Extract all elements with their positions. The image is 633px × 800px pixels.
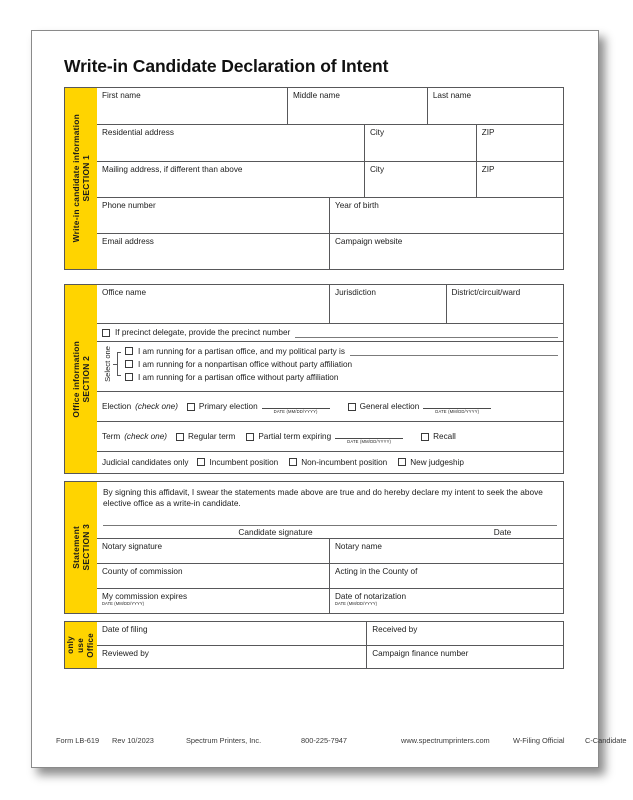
district-circuit-ward-field[interactable] <box>447 285 564 323</box>
term-hint: (check one) <box>124 432 167 441</box>
option-nonpartisan-no-party[interactable] <box>125 360 558 369</box>
office-name-field[interactable] <box>97 285 330 323</box>
residential-city-label: City <box>369 127 385 137</box>
notary-name-field[interactable] <box>330 539 563 563</box>
footer-phone: 800-225-7947 <box>301 736 348 745</box>
general-election-date[interactable] <box>423 399 491 415</box>
acting-in-county-label: Acting in the County of <box>335 566 418 576</box>
email-address-label: Email address <box>102 237 154 247</box>
general-election-date-caption: DATE (MM/DD/YYYY) <box>435 409 480 415</box>
precinct-number-input[interactable] <box>295 328 558 338</box>
county-of-commission-label: County of commission <box>102 566 183 576</box>
primary-election-date-caption: DATE (MM/DD/YYYY) <box>273 409 318 415</box>
form-page <box>31 30 627 768</box>
non-incumbent-position-checkbox[interactable] <box>289 458 297 466</box>
jurisdiction-label: Jurisdiction <box>335 288 376 297</box>
candidate-signature-line[interactable] <box>103 523 448 526</box>
term-row <box>97 422 563 452</box>
signature-date-caption: Date <box>493 526 512 537</box>
section-3-tab <box>65 482 97 613</box>
election-label: Election <box>102 402 132 411</box>
mailing-address-row <box>97 162 563 199</box>
campaign-finance-number-field[interactable] <box>367 646 563 669</box>
general-election-checkbox[interactable] <box>348 403 356 411</box>
office-use-only-body <box>97 622 563 668</box>
mailing-address-field[interactable] <box>97 162 365 198</box>
select-one-cell <box>97 342 563 391</box>
date-of-filing-field[interactable] <box>97 622 367 645</box>
date-of-notarization-label: Date of notarization <box>335 591 407 601</box>
mailing-zip-label: ZIP <box>481 164 495 174</box>
section-2-tab <box>65 285 97 473</box>
campaign-finance-number-label: Campaign finance number <box>372 648 469 658</box>
partisan-with-party-checkbox[interactable] <box>125 347 133 355</box>
mailing-city-label: City <box>369 164 385 174</box>
review-row <box>97 646 563 669</box>
notary-signature-field[interactable] <box>97 539 330 563</box>
footer-code-w: W-Filing Official <box>513 736 565 745</box>
candidate-signature-caption: Candidate signature <box>238 526 313 537</box>
year-of-birth-field[interactable] <box>330 198 563 233</box>
year-of-birth-label: Year of birth <box>335 201 379 211</box>
section-3-body <box>97 482 563 613</box>
select-one-label: Select one <box>103 346 112 382</box>
received-by-label: Received by <box>372 625 418 634</box>
section-3-tab-number: SECTION 3 <box>80 524 91 571</box>
election-hint: (check one) <box>135 402 178 411</box>
section-1 <box>64 87 564 270</box>
residential-city-field[interactable] <box>365 125 477 161</box>
county-of-commission-field[interactable] <box>97 564 330 588</box>
office-use-only-section <box>64 621 564 669</box>
footer-printer: Spectrum Printers, Inc. <box>186 736 262 745</box>
option-partisan-with-party[interactable] <box>125 346 558 356</box>
regular-term-checkbox[interactable] <box>176 433 184 441</box>
term-cell <box>97 422 563 451</box>
partisan-no-party-label: I am running for a partisan office without party affiliation <box>138 372 339 382</box>
precinct-delegate-label: If precinct delegate, provide the precinct number <box>115 328 291 337</box>
section-2-tab-number: SECTION 2 <box>80 355 91 403</box>
campaign-website-label: Campaign website <box>335 237 403 247</box>
middle-name-label: Middle name <box>293 91 340 100</box>
office-name-label: Office name <box>102 288 146 297</box>
mailing-zip-field[interactable] <box>477 162 563 198</box>
received-by-field[interactable] <box>367 622 563 645</box>
campaign-website-field[interactable] <box>330 234 563 269</box>
office-use-tab-line1: Office <box>86 632 96 658</box>
signature-date-field[interactable] <box>448 523 557 537</box>
first-name-field[interactable] <box>97 88 288 124</box>
election-cell <box>97 392 563 421</box>
office-use-only-tab <box>65 622 97 668</box>
notary-signature-label: Notary signature <box>102 541 163 551</box>
new-judgeship-checkbox[interactable] <box>398 458 406 466</box>
phone-number-field[interactable] <box>97 198 330 233</box>
date-of-filing-label: Date of filing <box>102 625 148 634</box>
election-row <box>97 392 563 422</box>
date-of-notarization-field[interactable] <box>330 589 563 613</box>
partial-term-date[interactable] <box>335 429 403 445</box>
primary-election-date[interactable] <box>262 399 330 415</box>
commission-expires-field[interactable] <box>97 589 330 613</box>
new-judgeship-label: New judgeship <box>410 457 464 467</box>
precinct-delegate-cell <box>97 324 563 341</box>
date-of-notarization-caption: DATE (MM/DD/YYYY) <box>335 601 378 607</box>
affidavit-text: By signing this affidavit, I swear the statements made above are true and do hereby declare my intent to seek the above elective office as a write-in candidate. <box>103 487 543 509</box>
middle-name-field[interactable] <box>288 88 428 124</box>
first-name-label: First name <box>102 91 141 100</box>
partial-term-checkbox[interactable] <box>246 433 254 441</box>
judicial-row <box>97 452 563 472</box>
section-1-tab-name: Write-in candidate information <box>71 114 82 243</box>
section-3-tab-name: Statement <box>71 526 82 569</box>
acting-in-county-field[interactable] <box>330 564 563 588</box>
mailing-address-label: Mailing address, if different than above <box>102 164 243 174</box>
partisan-no-party-checkbox[interactable] <box>125 373 133 381</box>
notary-name-label: Notary name <box>335 541 382 551</box>
non-incumbent-position-label: Non-incumbent position <box>301 457 388 467</box>
recall-label: Recall <box>433 432 456 441</box>
candidate-signature-field[interactable] <box>103 523 448 537</box>
filing-row <box>97 622 563 646</box>
precinct-delegate-checkbox[interactable] <box>102 329 110 337</box>
affidavit-row <box>97 482 563 539</box>
partial-term-label: Partial term expiring <box>258 432 332 441</box>
office-use-tab-line2: use <box>75 637 85 653</box>
term-label: Term <box>102 432 121 441</box>
general-election-label: General election <box>359 402 420 411</box>
section-1-tab-number: SECTION 1 <box>80 155 91 202</box>
recall-checkbox[interactable] <box>421 433 429 441</box>
nonpartisan-no-party-label: I am running for a nonpartisan office without party affiliation <box>138 359 353 369</box>
office-use-tab-line3: only <box>65 636 75 654</box>
section-1-body <box>97 88 563 269</box>
political-party-input[interactable] <box>350 346 558 356</box>
mailing-city-field[interactable] <box>365 162 477 198</box>
residential-address-field[interactable] <box>97 125 365 161</box>
footer-code-c: C-Candidate <box>585 736 627 745</box>
select-one-bracket <box>114 349 121 379</box>
incumbent-position-checkbox[interactable] <box>197 458 205 466</box>
section-3 <box>64 481 564 614</box>
section-2 <box>64 284 564 474</box>
signature-row <box>97 523 563 538</box>
commission-expires-date-caption: DATE (MM/DD/YYYY) <box>102 601 145 607</box>
residential-address-label: Residential address <box>102 127 174 137</box>
notary-signature-row <box>97 539 563 564</box>
incumbent-position-label: Incumbent position <box>209 457 279 467</box>
primary-election-checkbox[interactable] <box>187 403 195 411</box>
partisan-with-party-label: I am running for a partisan office, and my political party is <box>138 346 345 356</box>
partial-term-date-caption: DATE (MM/DD/YYYY) <box>347 439 392 445</box>
phone-birth-row <box>97 198 563 234</box>
precinct-delegate-row <box>97 324 563 342</box>
option-partisan-no-party[interactable] <box>125 373 558 382</box>
select-one-row <box>97 342 563 392</box>
section-1-tab <box>65 88 97 269</box>
residential-zip-field[interactable] <box>477 125 563 161</box>
jurisdiction-field[interactable] <box>330 285 447 323</box>
footer-revision: Rev 10/2023 <box>112 736 154 745</box>
name-row <box>97 88 563 125</box>
reviewed-by-label: Reviewed by <box>102 648 149 658</box>
last-name-field[interactable] <box>428 88 563 124</box>
judicial-cell <box>97 452 563 472</box>
form-footer <box>56 736 627 745</box>
section-2-body <box>97 285 563 473</box>
residential-zip-label: ZIP <box>481 127 495 137</box>
commission-expires-label: My commission expires <box>102 591 188 601</box>
last-name-label: Last name <box>432 91 472 100</box>
county-row <box>97 564 563 589</box>
page-title: Write-in Candidate Declaration of Intent <box>64 56 389 76</box>
signature-date-line[interactable] <box>448 523 557 526</box>
regular-term-label: Regular term <box>187 432 236 441</box>
footer-website: www.spectrumprinters.com <box>401 736 490 745</box>
judicial-label: Judicial candidates only <box>102 457 189 467</box>
email-address-field[interactable] <box>97 234 330 269</box>
district-circuit-ward-label: District/circuit/ward <box>451 288 521 297</box>
commission-expiry-row <box>97 589 563 613</box>
footer-form-id: Form LB-619 <box>56 736 100 745</box>
section-2-tab-name: Office information <box>71 340 82 418</box>
phone-number-label: Phone number <box>102 201 156 211</box>
nonpartisan-no-party-checkbox[interactable] <box>125 360 133 368</box>
residential-address-row <box>97 125 563 162</box>
office-row <box>97 285 563 324</box>
reviewed-by-field[interactable] <box>97 646 367 669</box>
email-website-row <box>97 234 563 269</box>
primary-election-label: Primary election <box>198 402 258 411</box>
